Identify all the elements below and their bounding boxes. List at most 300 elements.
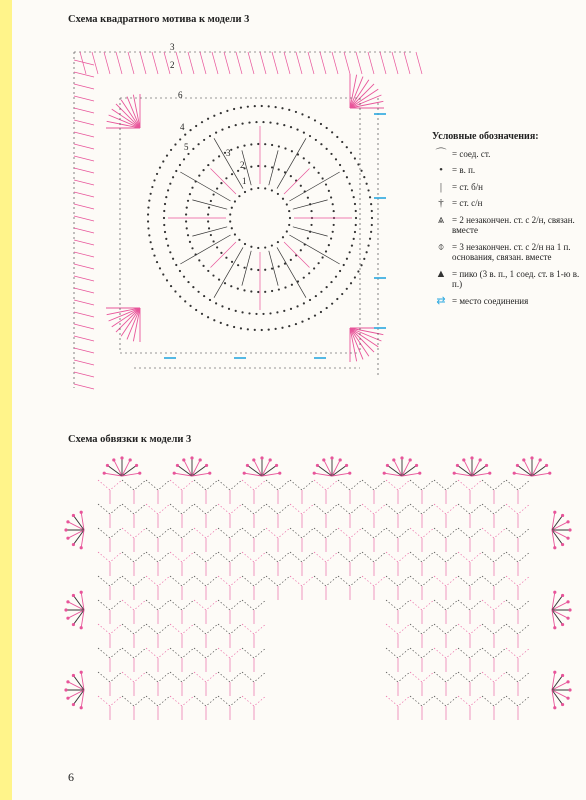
mesh-arc — [98, 480, 122, 490]
edge-stitch — [368, 52, 374, 74]
edge-stitch — [152, 52, 158, 74]
chain-dot — [308, 272, 310, 274]
fan-stitch — [184, 460, 192, 476]
picot — [339, 458, 342, 461]
edge-stitch — [74, 96, 94, 101]
mesh-arc — [482, 504, 506, 514]
mesh-arc — [434, 504, 458, 514]
chain-dot — [296, 129, 298, 131]
chain-dot — [240, 107, 242, 109]
picot — [322, 458, 325, 461]
chain-dot — [326, 307, 328, 309]
mesh-arc — [170, 600, 194, 610]
chain-dot — [315, 139, 317, 141]
legend-heading: Условные обозначения: — [432, 131, 539, 142]
edge-stitch — [74, 348, 94, 353]
mesh-arc — [194, 528, 218, 538]
chain-dot — [313, 267, 315, 269]
edge-stitch — [74, 108, 94, 113]
stitch-line — [277, 247, 306, 297]
chain-dot — [370, 231, 372, 233]
edge-stitch — [74, 144, 94, 149]
chain-dot — [233, 108, 235, 110]
chain-dot — [216, 246, 218, 248]
chain-dot — [332, 231, 334, 233]
chain-dot — [147, 220, 149, 222]
mesh-arc — [386, 648, 410, 658]
mesh-arc — [386, 480, 410, 490]
edge-stitch — [74, 192, 94, 197]
chain-dot — [167, 245, 169, 247]
chain-dot — [284, 147, 286, 149]
mesh-arc — [218, 648, 242, 658]
mesh-arc — [242, 480, 266, 490]
chain-dot — [210, 200, 212, 202]
chain-dot — [314, 314, 316, 316]
mesh-arc — [458, 648, 482, 658]
chain-dot — [330, 153, 332, 155]
picot — [561, 543, 564, 546]
row-number-label: 3 — [170, 42, 175, 52]
chain-dot — [254, 329, 256, 331]
chain-dot — [195, 309, 197, 311]
mesh-arc — [482, 600, 506, 610]
mesh-arc — [482, 480, 506, 490]
mesh-arc — [122, 624, 146, 634]
chain-dot — [331, 131, 333, 133]
chain-dot — [307, 237, 309, 239]
mesh-arc — [242, 528, 266, 538]
mesh-arc — [218, 696, 242, 706]
mesh-arc — [314, 552, 338, 562]
chain-dot — [231, 261, 233, 263]
edge-stitch — [74, 360, 94, 365]
border-mesh — [98, 480, 530, 720]
mesh-arc — [434, 624, 458, 634]
edge-stitch — [272, 52, 278, 74]
chain-dot — [255, 313, 257, 315]
chain-dot — [212, 193, 214, 195]
mesh-arc — [194, 624, 218, 634]
mesh-arc — [506, 552, 530, 562]
stitch-line — [214, 247, 243, 297]
mesh-arc — [266, 576, 290, 586]
legend — [432, 132, 582, 312]
chain-dot — [241, 311, 243, 313]
edge-stitch — [74, 60, 94, 65]
legend-text: = 2 незакончен. ст. с 2/н, связан. вместе — [452, 214, 575, 235]
chain-dot — [257, 165, 259, 167]
mesh-arc — [410, 504, 434, 514]
fan-stitch — [402, 460, 410, 476]
mesh-arc — [194, 648, 218, 658]
chain-dot — [363, 258, 365, 260]
chain-dot — [187, 153, 189, 155]
fan-stitch — [68, 690, 84, 698]
chain-dot — [250, 143, 252, 145]
mesh-arc — [482, 648, 506, 658]
page-number: 6 — [68, 770, 74, 784]
mesh-arc — [386, 576, 410, 586]
chain-dot — [164, 203, 166, 205]
chain-dot — [192, 148, 194, 150]
picot — [80, 511, 83, 514]
picot — [415, 464, 418, 467]
chain-dot — [277, 193, 279, 195]
mesh-arc — [410, 600, 434, 610]
mesh-arc — [482, 528, 506, 538]
mesh-arc — [482, 624, 506, 634]
legend-text: = место соединения — [452, 295, 529, 306]
picot — [66, 520, 69, 523]
chain-dot — [257, 291, 259, 293]
chain-dot — [339, 270, 341, 272]
chain-dot — [320, 291, 322, 293]
mesh-arc — [506, 600, 530, 610]
edge-stitch — [74, 288, 94, 293]
chain-dot — [354, 203, 356, 205]
chain-dot — [343, 264, 345, 266]
chain-dot — [288, 210, 290, 212]
chain-dot — [169, 183, 171, 185]
border-chart-title: Схема обвязки к модели 3 — [68, 434, 192, 445]
chain-dot — [262, 121, 264, 123]
mesh-arc — [434, 672, 458, 682]
mesh-arc — [170, 624, 194, 634]
chain-dot — [189, 241, 191, 243]
fan-stitch — [524, 460, 532, 476]
slip-stitch-icon: ⌒ — [435, 147, 447, 160]
chain-dot — [281, 107, 283, 109]
edge-stitch — [74, 336, 94, 341]
chain-dot — [346, 258, 348, 260]
mesh-arc — [410, 696, 434, 706]
chain-dot — [301, 321, 303, 323]
chain-dot — [278, 168, 280, 170]
picot — [80, 626, 83, 629]
mesh-arc — [122, 528, 146, 538]
picot — [539, 458, 542, 461]
chain-dot — [320, 311, 322, 313]
chain-dot — [231, 173, 233, 175]
mesh-arc — [458, 528, 482, 538]
picot — [561, 514, 564, 517]
chain-dot — [225, 177, 227, 179]
fan-stitch — [552, 610, 568, 618]
chain-dot — [360, 264, 362, 266]
mesh-arc — [314, 528, 338, 538]
chain-dot — [278, 288, 280, 290]
chain-dot — [271, 244, 273, 246]
chain-dot — [231, 227, 233, 229]
edge-stitch — [212, 52, 218, 74]
chain-dot — [321, 177, 323, 179]
edge-stitch — [74, 132, 94, 137]
edge-stitch — [74, 240, 94, 245]
chain-dot — [257, 143, 259, 145]
legend-item — [432, 242, 582, 263]
fan-stitch — [552, 682, 568, 690]
mesh-arc — [506, 624, 530, 634]
fan-stitch — [532, 460, 540, 476]
edge-stitch — [74, 180, 94, 185]
chain-dot — [163, 210, 165, 212]
mesh-arc — [146, 624, 170, 634]
chain-dot — [192, 286, 194, 288]
chain-dot — [216, 187, 218, 189]
chain-dot-icon: • — [439, 164, 443, 176]
chain-dot — [318, 172, 320, 174]
mesh-arc — [122, 576, 146, 586]
picot — [80, 546, 83, 549]
legend-item — [432, 165, 582, 176]
chain-dot — [175, 170, 177, 172]
mesh-arc — [218, 480, 242, 490]
chain-dot — [355, 224, 357, 226]
mesh-arc — [290, 480, 314, 490]
mesh-arc — [170, 672, 194, 682]
mesh-arc — [458, 504, 482, 514]
chain-dot — [179, 164, 181, 166]
edge-stitch — [74, 120, 94, 125]
picot — [330, 456, 333, 459]
mesh-arc — [386, 696, 410, 706]
chain-dot — [291, 150, 293, 152]
picot — [383, 472, 386, 475]
picot — [561, 674, 564, 677]
row-number-label: 4 — [180, 122, 185, 132]
stitch-line — [242, 251, 251, 286]
fan-stitch — [552, 690, 568, 698]
chain-dot — [335, 158, 337, 160]
chain-dot — [269, 312, 271, 314]
chain-dot — [162, 160, 164, 162]
chain-dot — [277, 241, 279, 243]
chain-dot — [166, 279, 168, 281]
edge-stitch — [74, 276, 94, 281]
chain-dot — [226, 110, 228, 112]
edge-stitch — [320, 52, 326, 74]
chain-dot — [289, 217, 291, 219]
mesh-arc — [194, 504, 218, 514]
edge-stitch — [74, 84, 94, 89]
mesh-arc — [170, 648, 194, 658]
chain-dot — [167, 189, 169, 191]
chain-dot — [237, 170, 239, 172]
edge-stitch — [176, 52, 182, 74]
square-motif-diagram — [60, 38, 432, 408]
fan-stitch — [464, 460, 472, 476]
chain-dot — [333, 210, 335, 212]
chain-dot — [210, 234, 212, 236]
picot — [80, 706, 83, 709]
edge-stitch — [74, 168, 94, 173]
chain-dot — [202, 169, 204, 171]
mesh-arc — [266, 504, 290, 514]
mesh-arc — [266, 480, 290, 490]
mesh-arc — [98, 504, 122, 514]
chain-dot — [264, 269, 266, 271]
stitch-line — [293, 227, 328, 236]
chain-dot — [170, 149, 172, 151]
chain-dot — [290, 175, 292, 177]
mesh-arc — [194, 552, 218, 562]
picot — [278, 472, 281, 475]
edge-stitch — [296, 52, 302, 74]
mesh-arc — [338, 528, 362, 538]
chain-dot — [275, 106, 277, 108]
picot — [275, 464, 278, 467]
picot — [208, 472, 211, 475]
chain-dot — [250, 268, 252, 270]
chain-dot — [366, 183, 368, 185]
mesh-arc — [242, 696, 266, 706]
picot — [392, 458, 395, 461]
chain-dot — [220, 112, 222, 114]
fan-stitch — [394, 460, 402, 476]
mesh-arc — [458, 600, 482, 610]
mesh-arc — [506, 528, 530, 538]
chain-dot — [243, 267, 245, 269]
mesh-arc — [290, 552, 314, 562]
chain-dot — [328, 244, 330, 246]
mesh-arc — [242, 648, 266, 658]
mesh-arc — [434, 552, 458, 562]
chain-dot — [159, 267, 161, 269]
mesh-arc — [386, 504, 410, 514]
fan-stitch — [254, 460, 262, 476]
picot — [568, 608, 571, 611]
chain-dot — [189, 193, 191, 195]
picot — [530, 456, 533, 459]
chain-dot — [278, 145, 280, 147]
chain-dot — [225, 257, 227, 259]
mesh-arc — [338, 504, 362, 514]
mesh-arc — [290, 576, 314, 586]
mesh-arc — [434, 480, 458, 490]
chain-dot — [349, 251, 351, 253]
legend-text: = ст. с/н — [452, 198, 483, 208]
mesh-arc — [410, 528, 434, 538]
chain-dot — [360, 170, 362, 172]
edge-stitch — [104, 52, 110, 74]
row-number-label: 5 — [184, 142, 189, 152]
picot — [176, 464, 179, 467]
mesh-arc — [386, 624, 410, 634]
chain-dot — [237, 287, 239, 289]
chain-dot — [271, 144, 273, 146]
stitch-line — [289, 172, 339, 201]
picot — [106, 464, 109, 467]
fan-stitch — [192, 460, 200, 476]
chain-dot — [366, 251, 368, 253]
chain-dot — [282, 198, 284, 200]
chain-dot — [343, 170, 345, 172]
mesh-arc — [98, 672, 122, 682]
chain-dot — [150, 193, 152, 195]
picot — [553, 511, 556, 514]
stitch-line — [180, 235, 230, 264]
edge-stitch — [74, 384, 94, 389]
chain-dot — [257, 269, 259, 271]
mesh-arc — [410, 552, 434, 562]
mesh-arc — [146, 600, 170, 610]
chain-dot — [269, 121, 271, 123]
chain-dot — [268, 105, 270, 107]
mesh-arc — [146, 552, 170, 562]
chain-dot — [207, 164, 209, 166]
legend-text: = соед. ст. — [452, 148, 491, 159]
chain-dot — [325, 183, 327, 185]
chain-dot — [169, 251, 171, 253]
mesh-arc — [122, 480, 146, 490]
picot — [345, 464, 348, 467]
chain-dot — [341, 141, 343, 143]
chain-dot — [164, 231, 166, 233]
edge-stitch — [404, 52, 410, 74]
picot — [64, 608, 67, 611]
chain-dot — [179, 295, 181, 297]
chain-dot — [207, 270, 209, 272]
chain-dot — [257, 187, 259, 189]
mesh-arc — [122, 600, 146, 610]
chain-dot — [156, 173, 158, 175]
picot — [561, 703, 564, 706]
mesh-arc — [410, 480, 434, 490]
stitch-line — [269, 251, 278, 286]
picot — [80, 591, 83, 594]
chain-dot — [230, 285, 232, 287]
mesh-arc — [362, 576, 386, 586]
chain-dot — [296, 305, 298, 307]
mesh-arc — [362, 552, 386, 562]
chain-dot — [308, 116, 310, 118]
chain-dot — [175, 264, 177, 266]
chain-dot — [203, 139, 205, 141]
picot — [386, 464, 389, 467]
mesh-arc — [362, 528, 386, 538]
chain-dot — [162, 273, 164, 275]
mesh-arc — [290, 528, 314, 538]
chain-dot — [174, 290, 176, 292]
chain-dot — [290, 308, 292, 310]
chain-dot — [197, 291, 199, 293]
chain-dot — [189, 129, 191, 131]
chain-dot — [163, 224, 165, 226]
picot — [566, 680, 569, 683]
picot — [260, 456, 263, 459]
picot — [553, 546, 556, 549]
fan-stitch — [68, 522, 84, 530]
picot — [456, 464, 459, 467]
mesh-arc — [98, 552, 122, 562]
picot — [66, 680, 69, 683]
chain-dot — [268, 329, 270, 331]
stitch-line — [293, 200, 328, 209]
chain-dot — [281, 327, 283, 329]
fan-stitch — [552, 530, 568, 538]
chain-dot — [367, 189, 369, 191]
chain-dot — [212, 159, 214, 161]
picot — [566, 600, 569, 603]
chain-dot — [240, 327, 242, 329]
mesh-arc — [506, 696, 530, 706]
chain-dot — [226, 324, 228, 326]
chain-dot — [235, 124, 237, 126]
edge-stitch — [74, 228, 94, 233]
picot — [488, 472, 491, 475]
chain-dot — [248, 312, 250, 314]
